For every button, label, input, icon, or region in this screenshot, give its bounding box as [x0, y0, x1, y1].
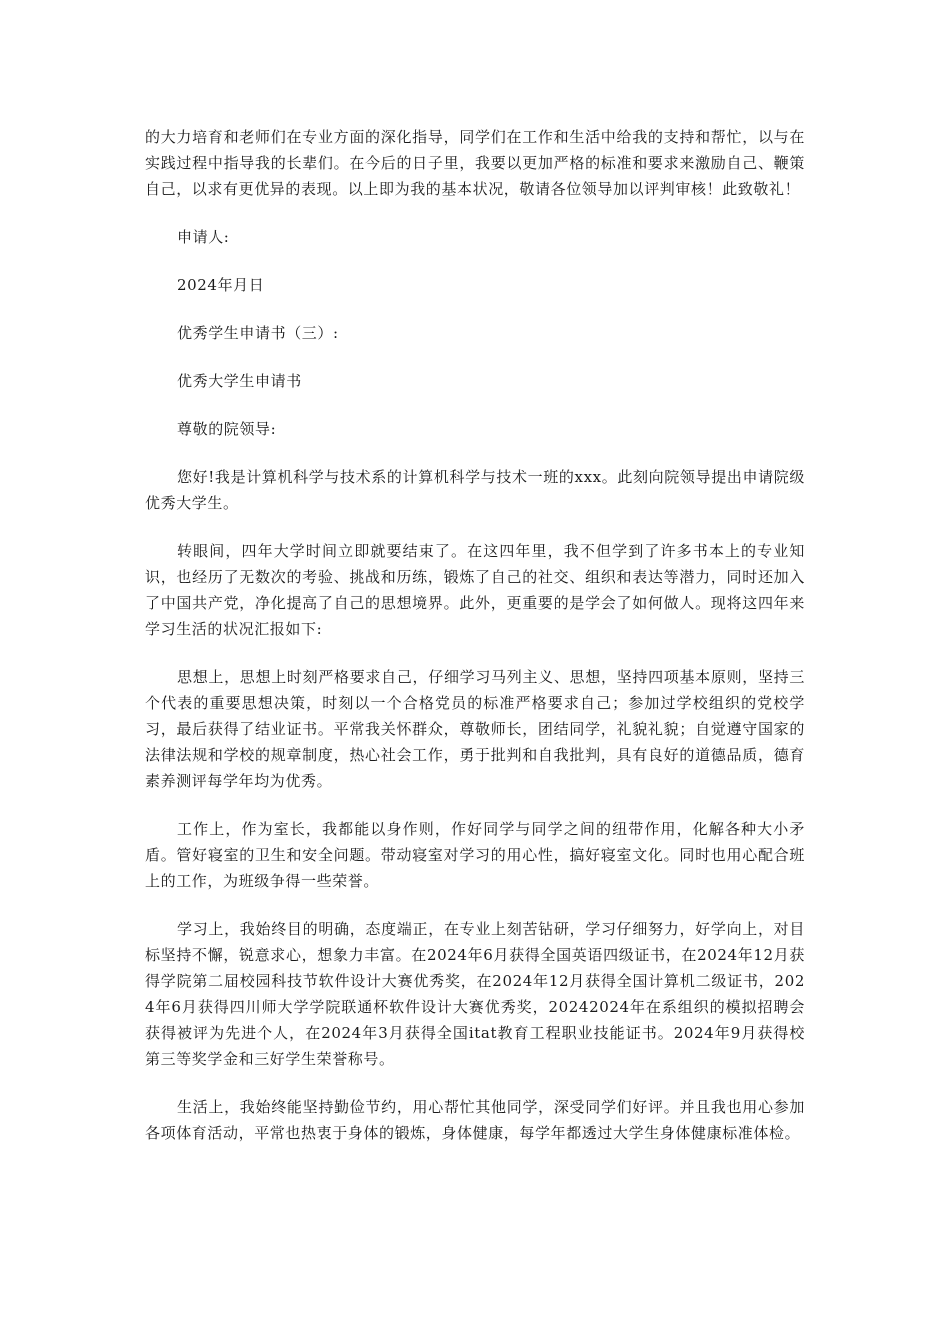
applicant-line: 申请人:	[177, 228, 230, 246]
work-paragraph: 工作上，作为室长，我都能以身作则，作好同学与同学之间的纽带作用，化解各种大小矛盾。管好寝室的卫生和安全问题。带动寝室对学习的用心性，搞好寝室文化。同时也用心配合班上的工作，为班级争得一些荣誉。	[145, 820, 805, 890]
ideology-paragraph: 思想上，思想上时刻严格要求自己，仔细学习马列主义、思想，坚持四项基本原则，坚持三个代表的重要思想决策，时刻以一个合格党员的标准严格要求自己；参加过学校组织的党校学习，最后获得了结业证书。平常我关怀群众，尊敬师长，团结同学，礼貌礼貌；自觉遵守国家的法律法规和学校的规章制度，热心社会工作，勇于批判和自我批判，具有良好的道德品质，德育素养测评每学年均为优秀。	[145, 668, 805, 790]
section-title: 优秀学生申请书（三）:	[177, 324, 339, 342]
salutation: 尊敬的院领导:	[177, 420, 277, 438]
date-line: 2024年月日	[177, 276, 265, 294]
continuation-paragraph: 的大力培育和老师们在专业方面的深化指导，同学们在工作和生活中给我的支持和帮忙，以与在实践过程中指导我的长辈们。在今后的日子里，我要以更加严格的标准和要求来激励自己、鞭策自己，以求有更优异的表现。以上即为我的基本状况，敬请各位领导加以评判审核！此致敬礼！	[145, 128, 805, 198]
life-paragraph: 生活上，我始终能坚持勤俭节约，用心帮忙其他同学，深受同学们好评。并且我也用心参加各项体育活动，平常也热衷于身体的锻炼，身体健康，每学年都透过大学生身体健康标准体检。	[145, 1098, 805, 1142]
document-page	[145, 124, 805, 1168]
overview-paragraph: 转眼间，四年大学时间立即就要结束了。在这四年里，我不但学到了许多书本上的专业知识，也经历了无数次的考验、挑战和历练，锻炼了自己的社交、组织和表达等潜力，同时还加入了中国共产党，净化提高了自己的思想境界。此外，更重要的是学会了如何做人。现将这四年来学习生活的状况汇报如下:	[145, 542, 805, 638]
intro-paragraph: 您好!我是计算机科学与技术系的计算机科学与技术一班的xxx。此刻向院领导提出申请院级优秀大学生。	[145, 468, 805, 512]
study-paragraph: 学习上，我始终目的明确，态度端正，在专业上刻苦钻研，学习仔细努力，好学向上，对目标坚持不懈，锐意求心，想象力丰富。在2024年6月获得全国英语四级证书，在2024年12月获得学院第二届校园科技节软件设计大赛优秀奖，在2024年12月获得全国计算机二级证书，2024年6月获得四川师大学学院联通杯软件设计大赛优秀奖，20242024年在系组织的模拟招聘会获得被评为先进个人，在2024年3月获得全国itat教育工程职业技能证书。2024年9月获得校第三等奖学金和三好学生荣誉称号。	[145, 920, 805, 1068]
document-title: 优秀大学生申请书	[177, 372, 302, 390]
